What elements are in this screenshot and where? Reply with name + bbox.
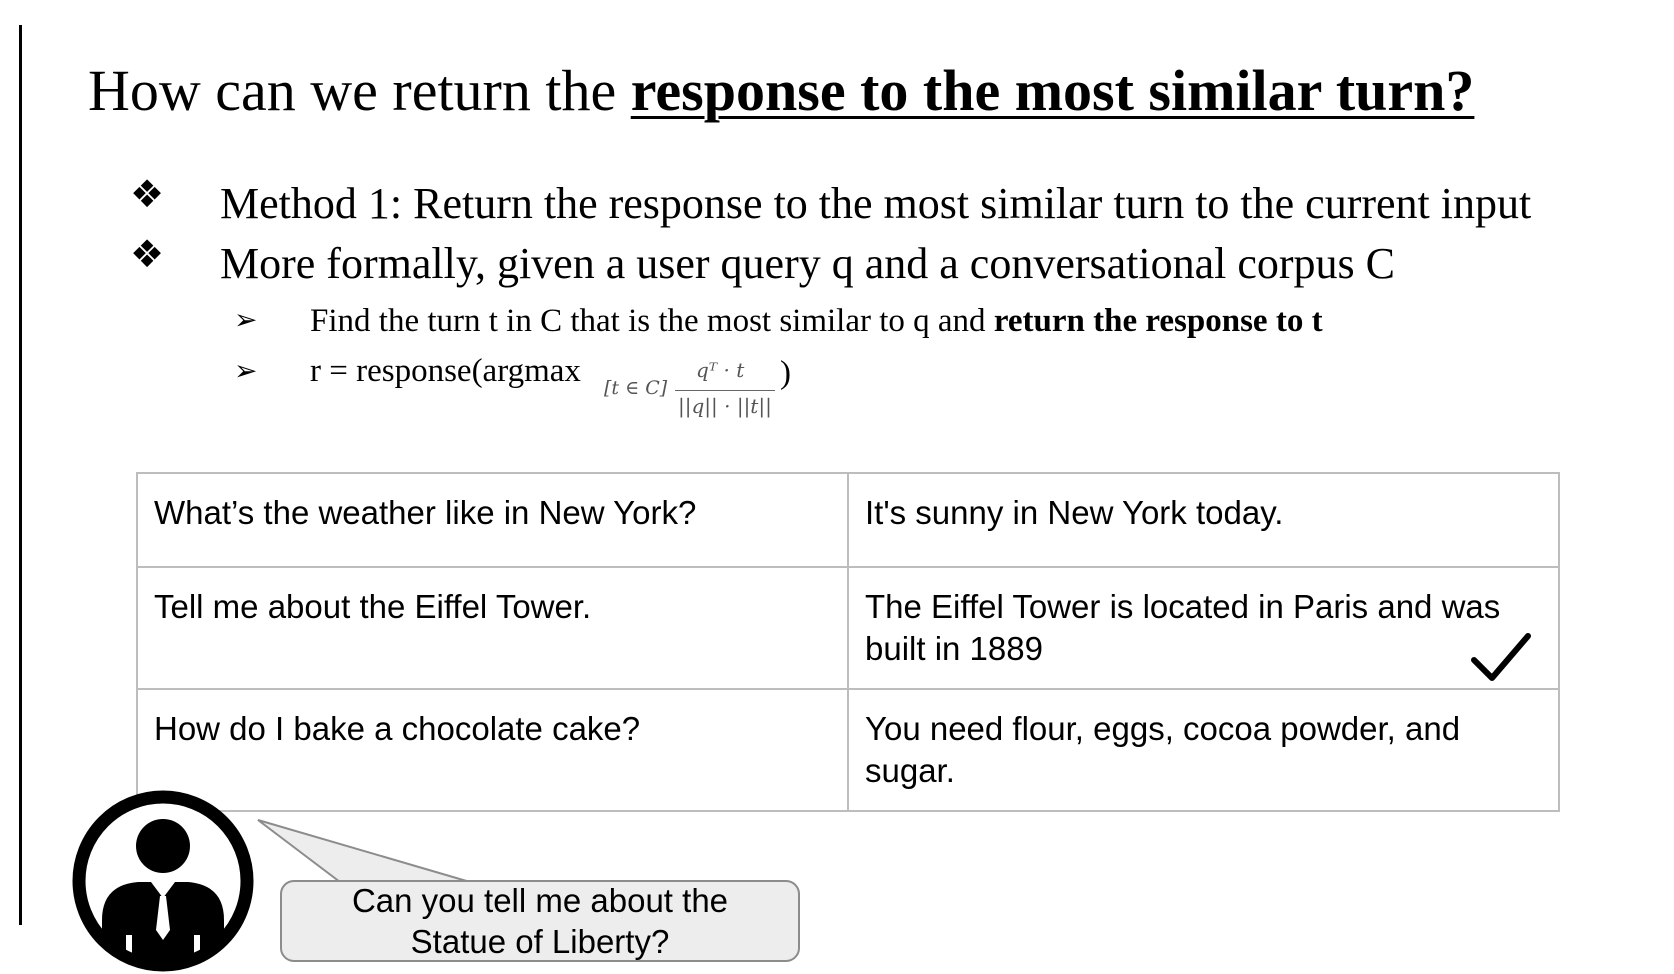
find-bold: return the response to t bbox=[993, 303, 1323, 339]
response-text: The Eiffel Tower is located in Paris and was built in 1889 bbox=[865, 588, 1501, 667]
title-plain: How can we return the bbox=[88, 58, 631, 123]
formula-close: ) bbox=[780, 355, 791, 391]
corpus-table bbox=[136, 472, 1560, 812]
response-cell: You need flour, eggs, cocoa powder, and sugar. bbox=[848, 689, 1559, 811]
bullet-formal: More formally, given a user query q and a conversational corpus C bbox=[220, 239, 1396, 288]
response-cell-selected bbox=[848, 567, 1559, 689]
formula-prefix: r = response(argmax bbox=[310, 353, 581, 389]
query-cell: How do I bake a chocolate cake? bbox=[137, 689, 848, 811]
response-cell: It's sunny in New York today. bbox=[848, 473, 1559, 567]
arrow-bullet-icon: ➢ bbox=[234, 303, 258, 336]
checkmark-icon bbox=[1470, 632, 1532, 682]
fraction-bar bbox=[675, 390, 775, 391]
diamond-bullet-icon: ❖ bbox=[130, 232, 165, 276]
query-cell: What’s the weather like in New York? bbox=[137, 473, 848, 567]
arrow-bullet-icon: ➢ bbox=[234, 354, 258, 387]
user-avatar-icon bbox=[72, 790, 254, 972]
table-row bbox=[137, 567, 1559, 689]
formula-subscript: [t ∈ C] bbox=[604, 377, 668, 399]
diamond-bullet-icon: ❖ bbox=[130, 172, 165, 216]
user-query-text: Can you tell me about the Statue of Liberty? bbox=[351, 882, 729, 960]
sub-bullet-find bbox=[310, 305, 1323, 338]
slide-title bbox=[88, 58, 1475, 123]
table-row bbox=[137, 473, 1559, 567]
table-row bbox=[137, 689, 1559, 811]
find-plain: Find the turn t in C that is the most similar to q and bbox=[310, 303, 994, 339]
title-emphasis: response to the most similar turn? bbox=[630, 58, 1475, 123]
formula-denominator: ||q|| · ||t|| bbox=[678, 394, 772, 418]
bullet-method-1: Method 1: Return the response to the most similar turn to the current input bbox=[220, 179, 1532, 228]
query-cell: Tell me about the Eiffel Tower. bbox=[137, 567, 848, 689]
left-border-line bbox=[19, 25, 22, 925]
user-query-bubble bbox=[280, 880, 800, 962]
formula-numerator: qᵀ · t bbox=[696, 358, 745, 382]
